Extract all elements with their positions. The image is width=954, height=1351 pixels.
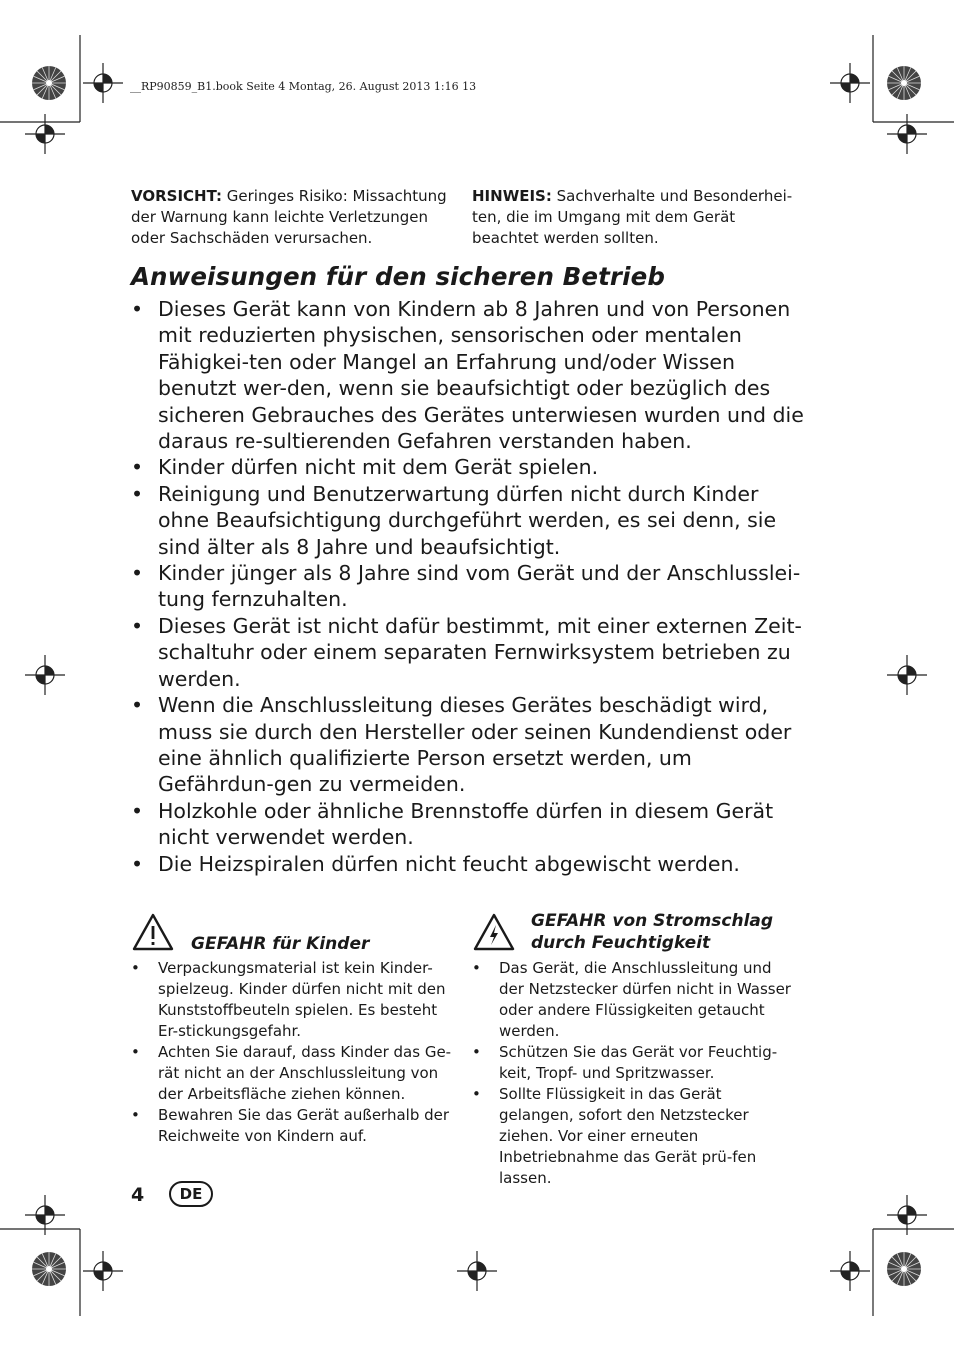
rosette-mark-icon [886, 65, 922, 101]
registration-mark-icon [887, 655, 927, 695]
hint-text: Sachverhalte und Besonderhei-ten, die im Umgang mit dem Gerät beachtet werden sollten. [472, 187, 793, 247]
bullet: • [131, 455, 144, 480]
warning-title-line-2: durch Feuchtigkeit [531, 933, 711, 953]
list-item [131, 560, 811, 613]
list-item [131, 613, 811, 692]
list-item-text: Dieses Gerät ist nicht dafür bestimmt, mit einer externen Zeit-schaltuhr oder einem separaten Fernwirksystem betrieben zu werden. [158, 613, 802, 691]
list-item [131, 692, 811, 798]
list-item-text: Schützen Sie das Gerät vor Feuchtig-keit, Tropf- und Spritzwasser. [499, 1043, 778, 1082]
safety-instructions-list [131, 296, 811, 877]
page-number: 4 [131, 1184, 145, 1206]
list-item-text: Bewahren Sie das Gerät außerhalb der Reichweite von Kindern auf. [158, 1106, 450, 1145]
list-item-text: Dieses Gerät kann von Kindern ab 8 Jahren und von Personen mit reduzierten physischen, sensorischen oder mentalen Fähigkei-ten oder Mangel an Erfahrung und/oder Wissen benutzt wer-den, wenn sie beaufsichtigt oder bezüglich des sicheren Gebrauches des Gerätes unterwiesen wurden und die daraus re-sultierenden Gefahren verstanden haben. [158, 297, 804, 454]
list-item [472, 958, 794, 1042]
hint-label: HINWEIS: [472, 187, 552, 205]
bullet: • [131, 1043, 140, 1061]
bullet: • [131, 561, 144, 586]
list-item-text: Das Gerät, die Anschlussleitung und der Netzstecker dürfen nicht in Wasser oder andere Flüssigkeiten getaucht werden. [499, 959, 791, 1040]
list-item [131, 296, 811, 454]
electric-shock-warning-icon [472, 912, 516, 952]
registration-mark-icon [887, 1195, 927, 1235]
rosette-mark-icon [31, 1251, 67, 1287]
children-warning-list [131, 958, 461, 1147]
rosette-mark-icon [886, 1251, 922, 1287]
warning-triangle-icon [131, 912, 175, 952]
bullet: • [131, 481, 144, 506]
list-item [131, 1105, 461, 1147]
list-item [131, 1042, 461, 1105]
children-warning [131, 912, 461, 1147]
list-item-text: Holzkohle oder ähnliche Brennstoffe dürfen in diesem Gerät nicht verwendet werden. [158, 798, 774, 850]
registration-mark-icon [25, 655, 65, 695]
list-item-text: Wenn die Anschlussleitung dieses Gerätes beschädigt wird, muss sie durch den Hersteller oder seinen Kundendienst oder eine ähnlich qualifizierte Person ersetzt werden, um Gefährdun-gen zu vermeiden. [158, 693, 792, 797]
list-item [131, 798, 811, 851]
bullet: • [472, 1085, 481, 1103]
list-item-text: Kinder jünger als 8 Jahre sind vom Gerät und der Anschlusslei-tung fernzuhalten. [158, 561, 801, 612]
list-item [472, 1084, 794, 1189]
list-item-text: Achten Sie darauf, dass Kinder das Ge-rät nicht an der Anschlussleitung von der Arbeitsfläche ziehen können. [158, 1043, 452, 1103]
list-item-text: Verpackungsmaterial ist kein Kinder-spielzeug. Kinder dürfen nicht mit den Kunststoffbeuteln spielen. Es besteht Er-stickungsgefahr. [158, 959, 446, 1040]
electric-warning-list [472, 958, 794, 1189]
warning-title: GEFAHR für Kinder [191, 934, 370, 954]
section-title: Anweisungen für den sicheren Betrieb [131, 262, 665, 291]
list-item [131, 851, 811, 877]
hint-note [472, 186, 794, 249]
list-item-text: Die Heizspiralen dürfen nicht feucht abgewischt werden. [158, 851, 740, 876]
bullet: • [131, 297, 144, 321]
electric-warning [472, 912, 794, 1189]
caution-label: VORSICHT: [131, 187, 223, 205]
bullet: • [131, 693, 144, 718]
caution-text: Geringes Risiko: Missachtung der Warnung kann leichte Verletzungen oder Sachschäden verursachen. [131, 187, 447, 247]
print-header: __RP90859_B1.book Seite 4 Montag, 26. August 2013 1:16 13 [130, 80, 477, 93]
list-item-text: Sollte Flüssigkeit in das Gerät gelangen, sofort den Netzstecker ziehen. Vor einer erneuten Inbetriebnahme das Gerät prü-fen lassen. [499, 1085, 757, 1187]
list-item [131, 481, 811, 560]
registration-mark-icon [83, 1251, 123, 1291]
list-item-text: Kinder dürfen nicht mit dem Gerät spielen. [158, 455, 599, 480]
list-item [472, 1042, 794, 1084]
registration-mark-icon [887, 114, 927, 154]
bullet: • [131, 851, 144, 876]
bullet: • [472, 959, 481, 977]
registration-mark-icon [457, 1251, 497, 1291]
bullet: • [472, 1043, 481, 1061]
bullet: • [131, 613, 144, 638]
registration-mark-icon [830, 1251, 870, 1291]
list-item-text: Reinigung und Benutzerwartung dürfen nicht durch Kinder ohne Beaufsichtigung durchgeführt werden, es sei denn, sie sind älter als 8 Jahre und beaufsichtigt. [158, 481, 777, 559]
warning-title-line-1: GEFAHR von Stromschlag [531, 911, 774, 931]
caution-note [131, 186, 453, 249]
bullet: • [131, 959, 140, 977]
registration-mark-icon [83, 63, 123, 103]
registration-mark-icon [25, 114, 65, 154]
registration-mark-icon [830, 63, 870, 103]
registration-mark-icon [25, 1195, 65, 1235]
list-item [131, 454, 811, 480]
rosette-mark-icon [31, 65, 67, 101]
bullet: • [131, 798, 144, 823]
list-item [131, 958, 461, 1042]
language-badge: DE [169, 1181, 213, 1207]
bullet: • [131, 1106, 140, 1124]
warning-title [531, 910, 773, 954]
